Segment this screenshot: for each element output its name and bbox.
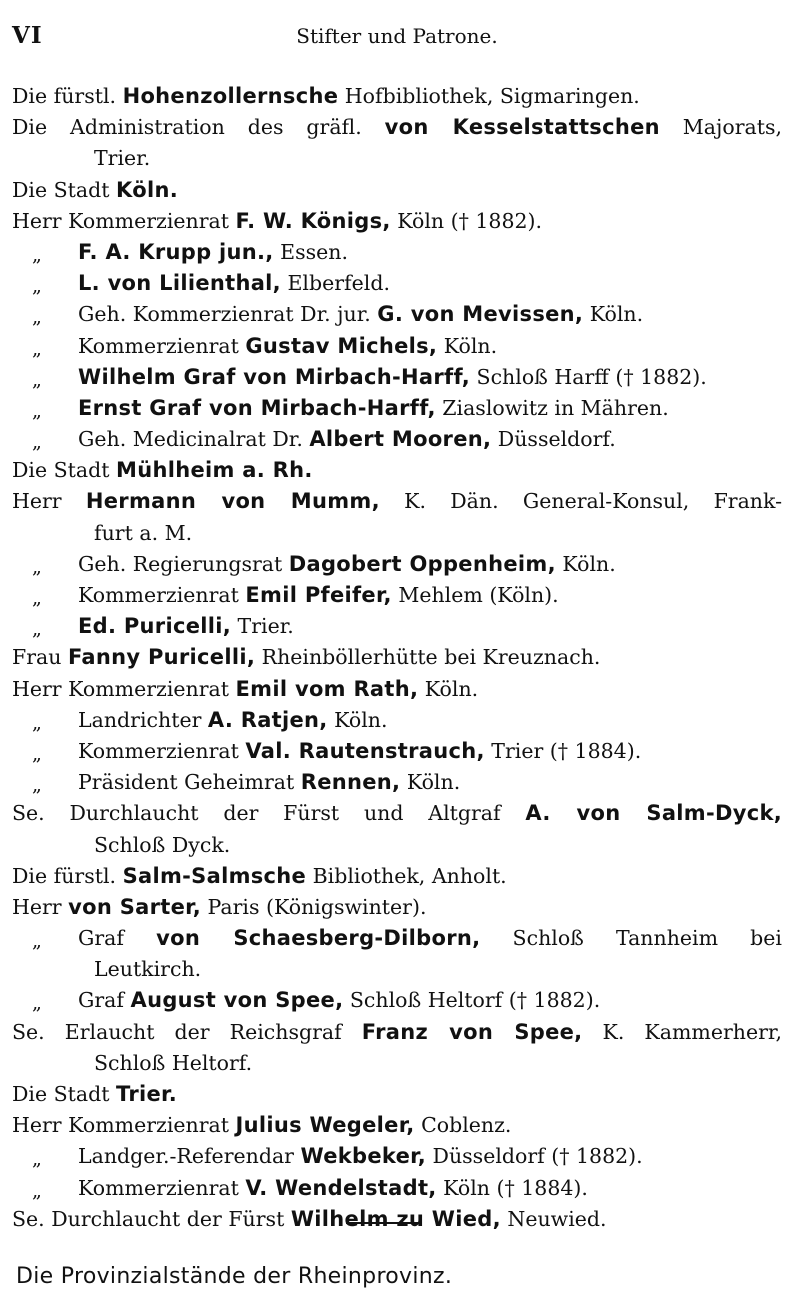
patron-name: Trier. xyxy=(116,1082,177,1106)
patron-entry xyxy=(12,861,782,892)
entry-location: Köln. xyxy=(418,676,479,701)
running-title: Stifter und Patrone. xyxy=(296,24,498,48)
entry-location: Düsseldorf († 1882). xyxy=(426,1144,643,1169)
patron-entry xyxy=(12,549,782,580)
entry-location: Coblenz. xyxy=(414,1113,512,1138)
entry-location: Paris (Königswinter). xyxy=(200,894,427,919)
entry-text: Die Stadt xyxy=(12,458,117,483)
patron-name: Ernst Graf von Mirbach-Harff, xyxy=(78,395,436,420)
patron-name: Rennen, xyxy=(300,770,401,795)
entry-text: furt a. M. xyxy=(94,520,193,545)
patron-name: August von Spee, xyxy=(130,988,344,1013)
patron-entry xyxy=(12,299,782,330)
patron-name: von Sarter, xyxy=(68,894,201,919)
entry-text: Landger.-Referendar xyxy=(78,1144,301,1169)
ditto-mark: „ xyxy=(32,368,42,391)
page-number: VI xyxy=(12,22,43,49)
patron-entry xyxy=(12,112,782,143)
entry-location: Elberfeld. xyxy=(280,271,390,296)
entry-text: Geh. Regierungsrat xyxy=(78,551,289,576)
patron-name: Val. Rautenstrauch, xyxy=(245,738,485,763)
ditto-mark: „ xyxy=(32,742,42,765)
ditto-mark: „ xyxy=(32,1148,42,1171)
patron-name: Wekbeker, xyxy=(300,1144,426,1169)
entry-location: Schloß Heltorf († 1882). xyxy=(343,988,601,1013)
entry-text: Se. Durchlaucht der Fürst xyxy=(12,1206,291,1231)
entry-text: Graf xyxy=(78,988,131,1013)
ditto-mark: „ xyxy=(32,431,42,454)
patron-entry xyxy=(12,767,782,798)
entry-location: Schloß Tannheim bei xyxy=(480,926,782,951)
patron-name: F. W. Königs, xyxy=(235,208,391,233)
entry-text: Trier. xyxy=(94,146,151,171)
patron-name: Emil vom Rath, xyxy=(235,676,419,701)
entry-text: Schloß Heltorf. xyxy=(94,1050,253,1075)
patron-name: V. Wendelstadt, xyxy=(245,1175,437,1200)
patron-entry xyxy=(12,674,782,705)
patron-name: Hohenzollernsche xyxy=(122,84,339,108)
patron-name: von Kesselstattschen xyxy=(384,115,660,140)
section-divider xyxy=(346,1222,422,1224)
entry-location: Köln. xyxy=(583,302,644,327)
entry-location: Köln († 1884). xyxy=(436,1175,588,1200)
patron-name: F. A. Krupp jun., xyxy=(78,239,274,264)
ditto-mark: „ xyxy=(32,618,42,641)
entry-location: K. Dän. General-Konsul, Frank- xyxy=(379,489,783,514)
entry-text: Die Administration des gräfl. xyxy=(12,115,385,140)
section-heading: Die Provinzialstände der Rheinprovinz. xyxy=(16,1264,453,1289)
ditto-mark: „ xyxy=(32,306,42,329)
patron-name: Julius Wegeler, xyxy=(235,1113,415,1138)
entry-text: Die fürstl. xyxy=(12,84,123,108)
patron-entry xyxy=(12,424,782,455)
patron-entry xyxy=(12,798,782,829)
entry-location: Schloß Harff († 1882). xyxy=(470,364,707,389)
ditto-mark: „ xyxy=(32,337,42,360)
patron-name: Ed. Puricelli, xyxy=(78,614,232,639)
entry-text: Geh. Kommerzienrat Dr. jur. xyxy=(78,302,378,327)
entry-text: Frau xyxy=(12,645,68,670)
patron-name: Köln. xyxy=(116,177,178,202)
entry-continuation-line xyxy=(12,518,782,549)
entry-location: Köln. xyxy=(400,770,461,795)
patron-entry xyxy=(12,1079,782,1110)
patron-entry xyxy=(12,1110,782,1141)
entry-text: Landrichter xyxy=(78,707,208,732)
patron-entry xyxy=(12,705,782,736)
ditto-mark: „ xyxy=(32,587,42,609)
entry-location: Trier († 1884). xyxy=(484,738,642,763)
patron-entry xyxy=(12,455,782,486)
entry-location: Majorats, xyxy=(659,115,782,140)
ditto-mark: „ xyxy=(32,1179,42,1202)
entry-text: Herr xyxy=(12,894,69,919)
entry-location: Mehlem (Köln). xyxy=(391,583,559,607)
patron-name: Gustav Michels, xyxy=(245,333,438,358)
patron-name: G. von Mevissen, xyxy=(377,302,584,327)
patron-entry xyxy=(12,1173,782,1204)
entry-continuation-line xyxy=(12,830,782,861)
ditto-mark: „ xyxy=(32,243,42,266)
patron-name: Dagobert Oppenheim, xyxy=(288,551,556,576)
entry-text: Herr Kommerzienrat xyxy=(12,208,236,233)
patron-entry xyxy=(12,237,782,268)
entry-text: Leutkirch. xyxy=(94,957,202,982)
entry-text: Kommerzienrat xyxy=(78,333,246,358)
entry-location: Bibliothek, Anholt. xyxy=(306,863,507,888)
patron-entry xyxy=(12,985,782,1016)
patron-name: Salm-Salmsche xyxy=(122,863,307,888)
ditto-mark: „ xyxy=(32,399,42,422)
entry-text: Herr Kommerzienrat xyxy=(12,676,236,701)
entry-location: Hofbibliothek, Sigmaringen. xyxy=(338,84,640,108)
entry-text: Se. Erlaucht der Reichsgraf xyxy=(12,1019,362,1044)
entry-location: Köln. xyxy=(555,551,616,576)
entry-location: Köln († 1882). xyxy=(390,208,543,233)
ditto-mark: „ xyxy=(32,992,42,1015)
entry-text: Herr xyxy=(12,489,86,514)
patron-entry xyxy=(12,1141,782,1172)
entry-continuation-line xyxy=(12,143,782,174)
entry-location: Neuwied. xyxy=(500,1206,607,1231)
patron-entry xyxy=(12,1017,782,1048)
patron-name: Wilhelm Graf von Mirbach-Harff, xyxy=(78,364,471,389)
entry-location: K. Kammerherr, xyxy=(582,1019,782,1044)
patron-entry xyxy=(12,175,782,206)
entry-text: Präsident Geheimrat xyxy=(78,770,301,795)
entry-continuation-line xyxy=(12,954,782,985)
entry-text: Geh. Medicinalrat Dr. xyxy=(78,427,310,452)
page-header xyxy=(12,22,782,52)
entry-text: Schloß Dyck. xyxy=(94,832,231,857)
entry-location: Köln. xyxy=(437,333,498,358)
entry-location: Köln. xyxy=(327,707,388,732)
entry-location: Trier. xyxy=(231,614,294,639)
patron-entry xyxy=(12,923,782,954)
patron-entry xyxy=(12,1204,782,1235)
patron-entry xyxy=(12,892,782,923)
patron-entry xyxy=(12,331,782,362)
ditto-mark: „ xyxy=(32,275,42,298)
patron-name: Hermann von Mumm, xyxy=(85,489,380,514)
patron-name: Albert Mooren, xyxy=(309,427,492,452)
patron-list xyxy=(12,81,782,1235)
ditto-mark: „ xyxy=(32,774,42,797)
entry-text: Kommerzienrat xyxy=(78,738,246,763)
patron-entry xyxy=(12,486,782,517)
entry-text: Graf xyxy=(78,926,157,951)
entry-location: Essen. xyxy=(273,239,348,264)
patron-entry xyxy=(12,611,782,642)
ditto-mark: „ xyxy=(32,555,42,578)
patron-entry xyxy=(12,81,782,112)
patron-entry xyxy=(12,206,782,237)
patron-name: A. von Salm-Dyck, xyxy=(525,801,782,826)
entry-text: Kommerzienrat xyxy=(78,1175,246,1200)
patron-entry xyxy=(12,580,782,611)
entry-location: Düsseldorf. xyxy=(491,427,616,452)
patron-name: Mühlheim a. Rh. xyxy=(116,458,313,483)
patron-name: Fanny Puricelli, xyxy=(67,645,256,670)
entry-text: Se. Durchlaucht der Fürst und Altgraf xyxy=(12,801,526,826)
entry-text: Kommerzienrat xyxy=(78,583,246,607)
entry-text: Die Stadt xyxy=(12,1082,117,1106)
patron-name: von Schaesberg-Dilborn, xyxy=(156,926,481,951)
patron-name: A. Ratjen, xyxy=(207,707,328,732)
patron-name: Franz von Spee, xyxy=(361,1019,583,1044)
patron-entry xyxy=(12,393,782,424)
patron-entry xyxy=(12,642,782,673)
patron-name: Wilhelm zu Wied, xyxy=(290,1206,501,1231)
patron-name: L. von Lilienthal, xyxy=(78,271,281,296)
patron-entry xyxy=(12,362,782,393)
entry-text: Herr Kommerzienrat xyxy=(12,1113,236,1138)
ditto-mark: „ xyxy=(32,711,42,734)
patron-entry xyxy=(12,268,782,299)
entry-location: Rheinböllerhütte bei Kreuznach. xyxy=(255,645,601,670)
entry-continuation-line xyxy=(12,1048,782,1079)
patron-name: Emil Pfeifer, xyxy=(245,583,392,607)
patron-entry xyxy=(12,736,782,767)
entry-text: Die Stadt xyxy=(12,177,117,202)
entry-text: Die fürstl. xyxy=(12,863,123,888)
ditto-mark: „ xyxy=(32,930,42,953)
entry-location: Ziaslowitz in Mähren. xyxy=(435,395,669,420)
